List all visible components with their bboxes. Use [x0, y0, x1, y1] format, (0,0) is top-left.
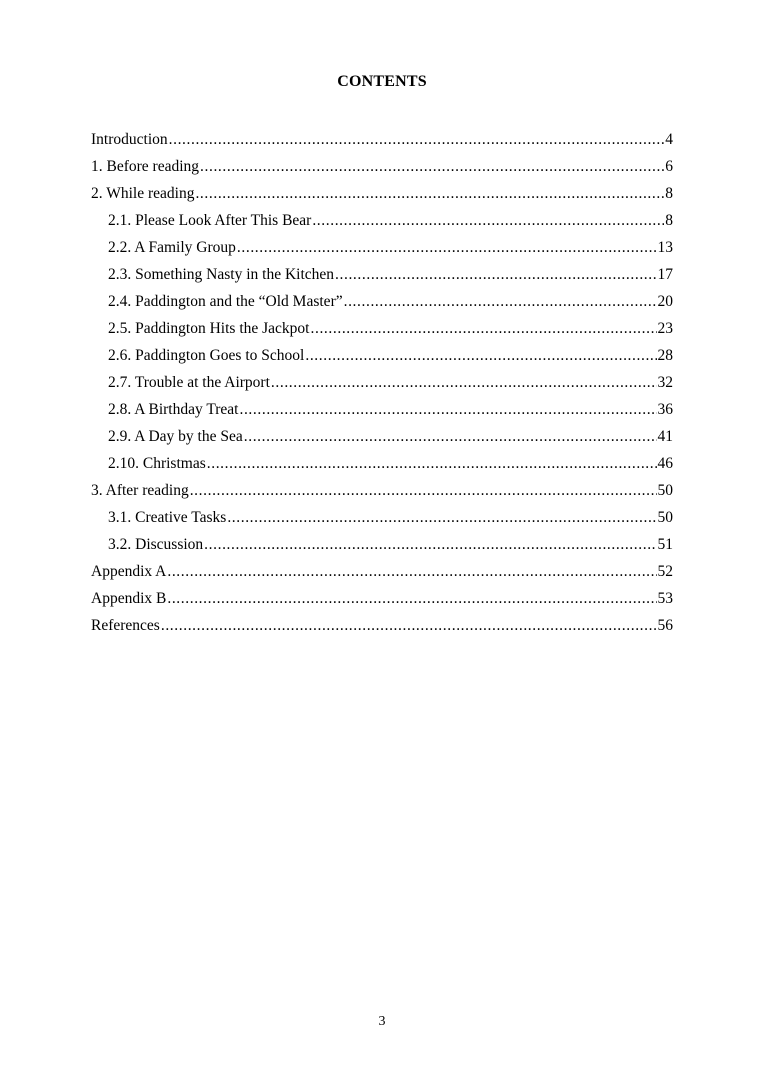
toc-dot-leader [239, 396, 656, 423]
toc-entry-label: 2.10. Christmas [108, 455, 206, 472]
toc-entry-label: 2.3. Something Nasty in the Kitchen [108, 266, 335, 283]
toc-entry-label: Appendix A [91, 563, 167, 580]
toc-dot-leader [335, 261, 656, 288]
toc-dot-leader [311, 315, 657, 342]
toc-entry [91, 180, 673, 207]
toc-entry-label: Appendix B [91, 590, 167, 607]
toc-entry-page: 52 [657, 563, 673, 580]
toc-entry-label: 2.1. Please Look After This Bear [108, 212, 312, 229]
toc-entry [91, 450, 673, 477]
toc-dot-leader [244, 423, 657, 450]
toc-entry [91, 369, 673, 396]
page-number: 3 [378, 1014, 386, 1029]
toc-entry-label: 2.8. A Birthday Treat [108, 401, 239, 418]
toc-entry [91, 288, 673, 315]
toc-entry [91, 612, 673, 639]
toc-entry [91, 207, 673, 234]
toc-entry [91, 423, 673, 450]
toc-entry [91, 126, 673, 153]
toc-entry [91, 234, 673, 261]
toc-entry-page: 50 [657, 482, 673, 499]
toc-entry-label: 2.5. Paddington Hits the Jackpot [108, 320, 310, 337]
toc-entry [91, 342, 673, 369]
toc-entry [91, 315, 673, 342]
toc-dot-leader [204, 531, 656, 558]
toc-entry [91, 261, 673, 288]
toc-entry-page: 13 [657, 239, 673, 256]
toc-entry-label: 2.9. A Day by the Sea [108, 428, 243, 445]
toc-entry-page: 51 [657, 536, 673, 553]
toc-dot-leader [227, 504, 656, 531]
toc-entry-page: 6 [665, 158, 673, 175]
toc-dot-leader [190, 477, 657, 504]
toc-entry-label: 1. Before reading [91, 158, 200, 175]
toc-entry-label: Introduction [91, 131, 168, 148]
toc-entry [91, 477, 673, 504]
toc-entry-label: 3.1. Creative Tasks [108, 509, 227, 526]
toc-dot-leader [169, 126, 665, 153]
toc-dot-leader [207, 450, 657, 477]
toc-entry-page: 36 [657, 401, 673, 418]
toc-entry-label: 3. After reading [91, 482, 189, 499]
toc-entry-label: 2.6. Paddington Goes to School [108, 347, 305, 364]
toc-entry-page: 46 [657, 455, 673, 472]
toc-entry-label: 2.4. Paddington and the “Old Master” [108, 293, 343, 310]
toc-dot-leader [167, 558, 656, 585]
toc-dot-leader [312, 207, 664, 234]
toc-dot-leader [195, 180, 664, 207]
toc-entry-page: 41 [657, 428, 673, 445]
toc-entry-page: 8 [665, 212, 673, 229]
toc-dot-leader [167, 585, 656, 612]
toc-dot-leader [237, 234, 657, 261]
toc-entry [91, 396, 673, 423]
toc-dot-leader [200, 153, 664, 180]
toc-entry-label: 2. While reading [91, 185, 195, 202]
toc-entry [91, 504, 673, 531]
toc-entry-page: 53 [657, 590, 673, 607]
toc-dot-leader [305, 342, 656, 369]
toc-entry [91, 153, 673, 180]
toc-entry-page: 17 [657, 266, 673, 283]
toc-entry-page: 32 [657, 374, 673, 391]
page-title: CONTENTS [337, 73, 427, 90]
toc-entry-page: 56 [657, 617, 673, 634]
toc-entry [91, 531, 673, 558]
toc-dot-leader [271, 369, 657, 396]
toc-entry-page: 23 [657, 320, 673, 337]
toc-entry-label: 2.2. A Family Group [108, 239, 236, 256]
toc-dot-leader [344, 288, 657, 315]
toc-dot-leader [161, 612, 657, 639]
toc-entry [91, 558, 673, 585]
toc-entry-page: 50 [657, 509, 673, 526]
toc-entry-label: 3.2. Discussion [108, 536, 204, 553]
toc-entry-page: 4 [665, 131, 673, 148]
toc-entry-page: 8 [665, 185, 673, 202]
table-of-contents [91, 126, 673, 639]
toc-entry-page: 20 [657, 293, 673, 310]
toc-entry [91, 585, 673, 612]
toc-entry-label: 2.7. Trouble at the Airport [108, 374, 270, 391]
toc-entry-page: 28 [657, 347, 673, 364]
toc-entry-label: References [91, 617, 160, 634]
